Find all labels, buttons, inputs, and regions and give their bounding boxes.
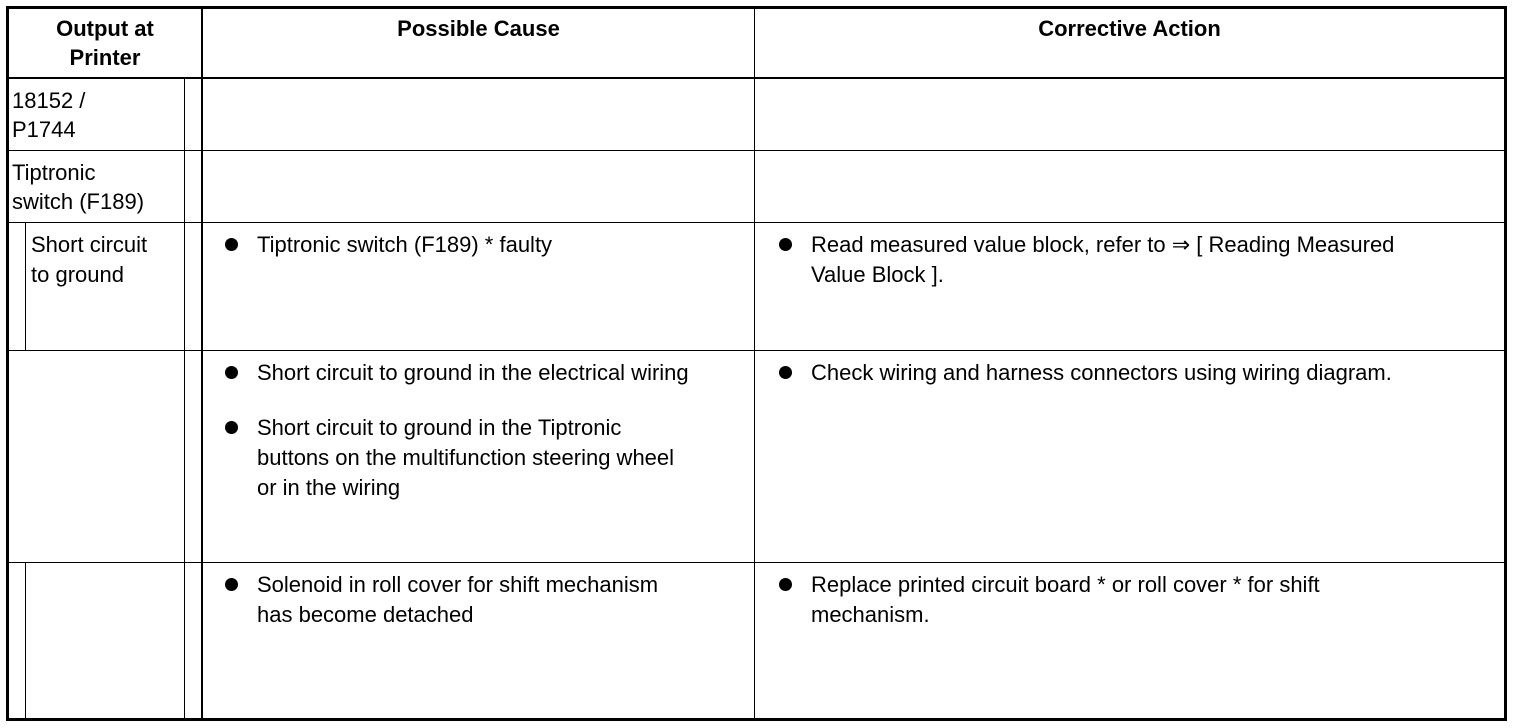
fault-type-line1: Short circuit (31, 232, 148, 257)
row3-cause-line2: has become detached (257, 602, 474, 627)
bullet-icon (779, 578, 792, 591)
header-divider (6, 77, 1507, 79)
header-corrective-action: Corrective Action (1038, 16, 1221, 41)
bullet-icon (779, 238, 792, 251)
row2-cause-b-line2: buttons on the multifunction steering wheel (257, 445, 675, 470)
row2-cause-b-line3: or in the wiring (257, 475, 401, 500)
bullet-icon (225, 578, 238, 591)
row1-cause: Tiptronic switch (F189) * faulty (257, 232, 553, 257)
row2-action: Check wiring and harness connectors using wiring diagram. (811, 360, 1392, 385)
row2-cause-b-line1: Short circuit to ground in the Tiptronic (257, 415, 622, 440)
fault-type-line2: to ground (31, 262, 124, 287)
row-line-1 (6, 150, 1507, 151)
row-line-2 (6, 222, 1507, 223)
row-line-4 (6, 562, 1507, 563)
bullet-icon (225, 366, 238, 379)
component-line2: switch (F189) (12, 189, 145, 214)
indent-line-2 (25, 563, 26, 721)
header-output-line2: Printer (69, 45, 141, 70)
row1-action-line1: Read measured value block, refer to ⇒ [ Reading Measured (811, 232, 1395, 257)
row3-action-line1: Replace printed circuit board * or roll cover * for shift (811, 572, 1320, 597)
table-border-bottom (6, 718, 1507, 721)
row-line-3 (6, 350, 1507, 351)
bullet-icon (225, 238, 238, 251)
bullet-icon (225, 421, 238, 434)
row3-action-line2: mechanism. (811, 602, 930, 627)
row1-action-line2: Value Block ]. (811, 262, 944, 287)
table-border-top (6, 6, 1507, 9)
bullet-icon (779, 366, 792, 379)
col-line-cause (201, 6, 203, 721)
header-possible-cause: Possible Cause (397, 16, 560, 41)
component-line1: Tiptronic (12, 160, 96, 185)
indent-line-1 (25, 223, 26, 350)
row2-cause-a: Short circuit to ground in the electrical wiring (257, 360, 689, 385)
col-line-inner (184, 79, 185, 721)
header-output-line1: Output at (56, 16, 154, 41)
row3-cause-line1: Solenoid in roll cover for shift mechanism (257, 572, 659, 597)
fault-code-line2: P1744 (12, 117, 76, 142)
table-border-left (6, 6, 9, 721)
col-line-action (754, 6, 755, 721)
fault-code-line1: 18152 / (12, 88, 86, 113)
table-border-right (1504, 6, 1507, 721)
